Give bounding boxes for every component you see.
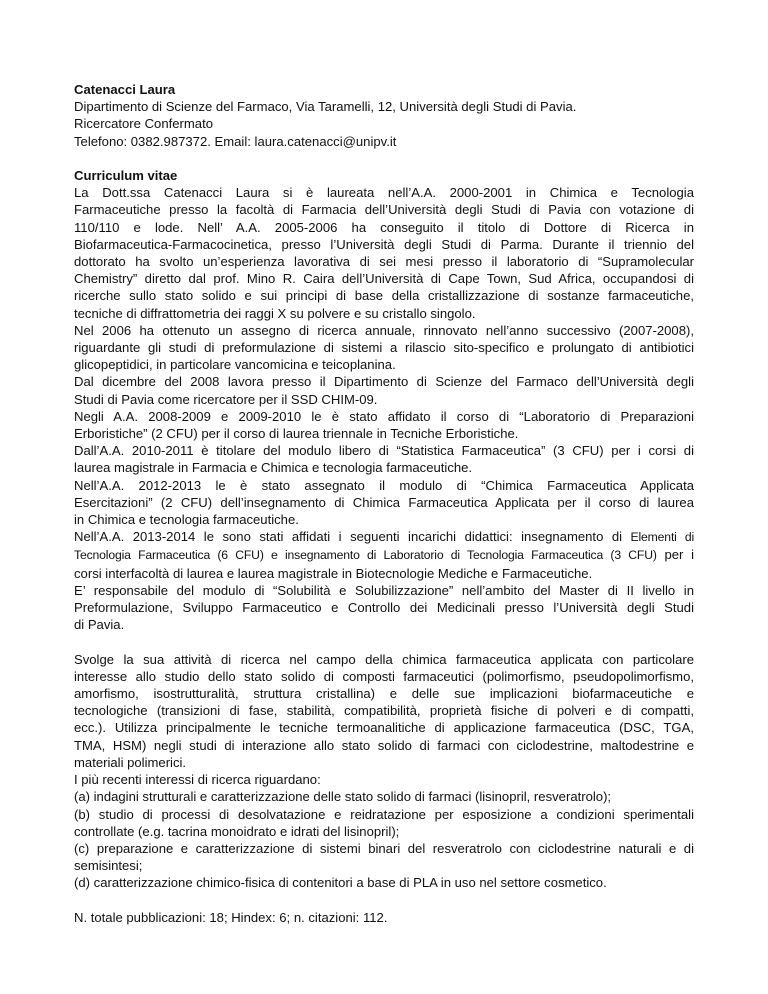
research-body [74,651,694,892]
cv-line: Chemistry” diretto dal prof. Mino R. Caira dell’Università di Cape Town, Sud Africa, occupandosi di [74,271,694,287]
cv-line [74,546,694,564]
cv-line: riguardante gli studi di preformulazione di sistemi a rilascio sito-specifico e prolungato di antibiotici [74,340,694,356]
role: Ricercatore Confermato [74,116,213,132]
cv-body-continued [74,565,694,634]
research-line: amorfismo, isostrutturalità, struttura cristallina) e delle sue implicazioni biofarmaceutiche e [74,686,694,702]
affiliation: Dipartimento di Scienze del Farmaco, Via Taramelli, 12, Università degli Studi di Pavia. [74,99,577,115]
cv-line: Dal dicembre del 2008 lavora presso il Dipartimento di Scienze del Farmaco dell’Università degli [74,374,694,390]
research-line: TMA, HSM) negli studi di interazione allo stato solido di farmaci con ciclodestrine, maltodestrine e [74,737,694,753]
spacer [74,150,694,167]
research-line: I più recenti interessi di ricerca riguardano: [74,772,321,788]
research-line: ecc.). Utilizza principalmente le tecniche termoanalitiche di applicazione farmaceutica (DSC, TGA, [74,720,694,736]
cv-line: ricerche sullo stato solido e sui principi di base della cristallizzazione di sostanze farmaceutiche, [74,288,694,304]
cv-line: Erboristiche” (2 CFU) per il corso di laurea triennale in Tecniche Erboristiche. [74,426,519,442]
cv-line: Preformulazione, Sviluppo Farmaceutico e Controllo dei Medicinali presso l’Università degli Studi [74,600,694,616]
research-line: tecnologiche (transizioni di fase, stabilità, compatibilità, proprietà fisiche di polveri e di compatti, [74,703,694,719]
author-name: Catenacci Laura [74,82,176,97]
cv-line: corsi interfacoltà di laurea e laurea magistrale in Biotecnologie Mediche e Farmaceutiche. [74,565,593,581]
contact-info: Telefono: 0382.987372. Email: laura.catenacci@unipv.it [74,133,397,149]
cv-line: Negli A.A. 2008-2009 e 2009-2010 le è stato affidato il corso di “Laboratorio di Preparazioni [74,408,694,424]
publication-summary: N. totale pubblicazioni: 18; Hindex: 6; n. citazioni: 112. [74,909,388,925]
cv-line: Biofarmaceutica-Farmacocinetica, presso l’Università degli Studi di Parma. Durante il triennio del [74,236,694,252]
cv-heading: Curriculum vitae [74,168,178,183]
spacer [74,892,694,909]
document-page [74,81,694,926]
text-run-narrow: Tecnologia Farmaceutica (6 CFU) e insegnamento di Laboratorio di Tecnologia Farmaceutica (3 CFU) [74,548,657,563]
cv-line: Esercitazioni” (2 CFU) dell’insegnamento di Chimica Farmaceutica Applicata per il corso di laurea [74,494,694,510]
text-run: Nell’A.A. 2013-2014 le sono stati affidati i seguenti incarichi didattici: insegnamento di [74,529,631,545]
research-line: materiali polimerici. [74,754,187,770]
research-line: (a) indagini strutturali e caratterizzazione delle stato solido di farmaci (lisinopril, resveratrolo); [74,789,612,805]
spacer [74,633,694,650]
cv-line: Nell’A.A. 2012-2013 le è stato assegnato il modulo di “Chimica Farmaceutica Applicata [74,477,694,493]
cv-line: tecniche di diffrattometria dei raggi X su polvere e su cristallo singolo. [74,305,476,321]
cv-line: dottorato ha svolto un’esperienza lavorativa di sei mesi presso il laboratorio di “Supramolecular [74,254,694,270]
research-line: (d) caratterizzazione chimico-fisica di contenitori a base di PLA in uso nel settore cosmetico. [74,875,607,891]
cv-line: Farmaceutiche presso la facoltà di Farmacia dell’Università degli Studi di Pavia con votazione di [74,202,694,218]
cv-line [74,528,694,546]
cv-line: Nel 2006 ha ottenuto un assegno di ricerca annuale, rinnovato nell’anno successivo (2007-2008), [74,322,694,338]
research-line: controllate (e.g. tacrina monoidrato e idrati del lisinopril); [74,823,400,839]
research-line: interesse allo studio dello stato solido di composti farmaceutici (polimorfismo, pseudopolimorfismo, [74,668,694,684]
research-line: Svolge la sua attività di ricerca nel campo della chimica farmaceutica applicata con particolare [74,651,694,667]
text-run-narrow: Elementi di [630,530,695,545]
cv-line: E’ responsabile del modulo di “Solubilità e Solubilizzazione” nell’ambito del Master di II livello in [74,582,694,598]
text-run: per i [656,547,694,563]
research-line: semisintesi; [74,858,143,874]
cv-line: 110/110 e lode. Nell’ A.A. 2005-2006 ha conseguito il titolo di Dottore di Ricerca in [74,219,694,235]
research-line: (c) preparazione e caratterizzazione di sistemi binari del resveratrolo con ciclodestrine naturali e di [74,840,694,856]
cv-line: di Pavia. [74,617,125,633]
cv-line: in Chimica e tecnologia farmaceutiche. [74,512,299,528]
cv-line: La Dott.ssa Catenacci Laura si è laureata nell’A.A. 2000-2001 in Chimica e Tecnologia [74,185,694,201]
research-line: (b) studio di processi di desolvatazione e reidratazione per esposizione a condizioni sperimentali [74,806,694,822]
cv-line: Dall’A.A. 2010-2011 è titolare del modulo libero di “Statistica Farmaceutica” (3 CFU) per i corsi di [74,443,694,459]
cv-line: Studi di Pavia come ricercatore per il SSD CHIM-09. [74,391,378,407]
cv-line: laurea magistrale in Farmacia e Chimica e tecnologia farmaceutiche. [74,460,473,476]
cv-line: glicopeptidici, in particolare vancomicina e teicoplanina. [74,357,396,373]
cv-body [74,184,694,528]
